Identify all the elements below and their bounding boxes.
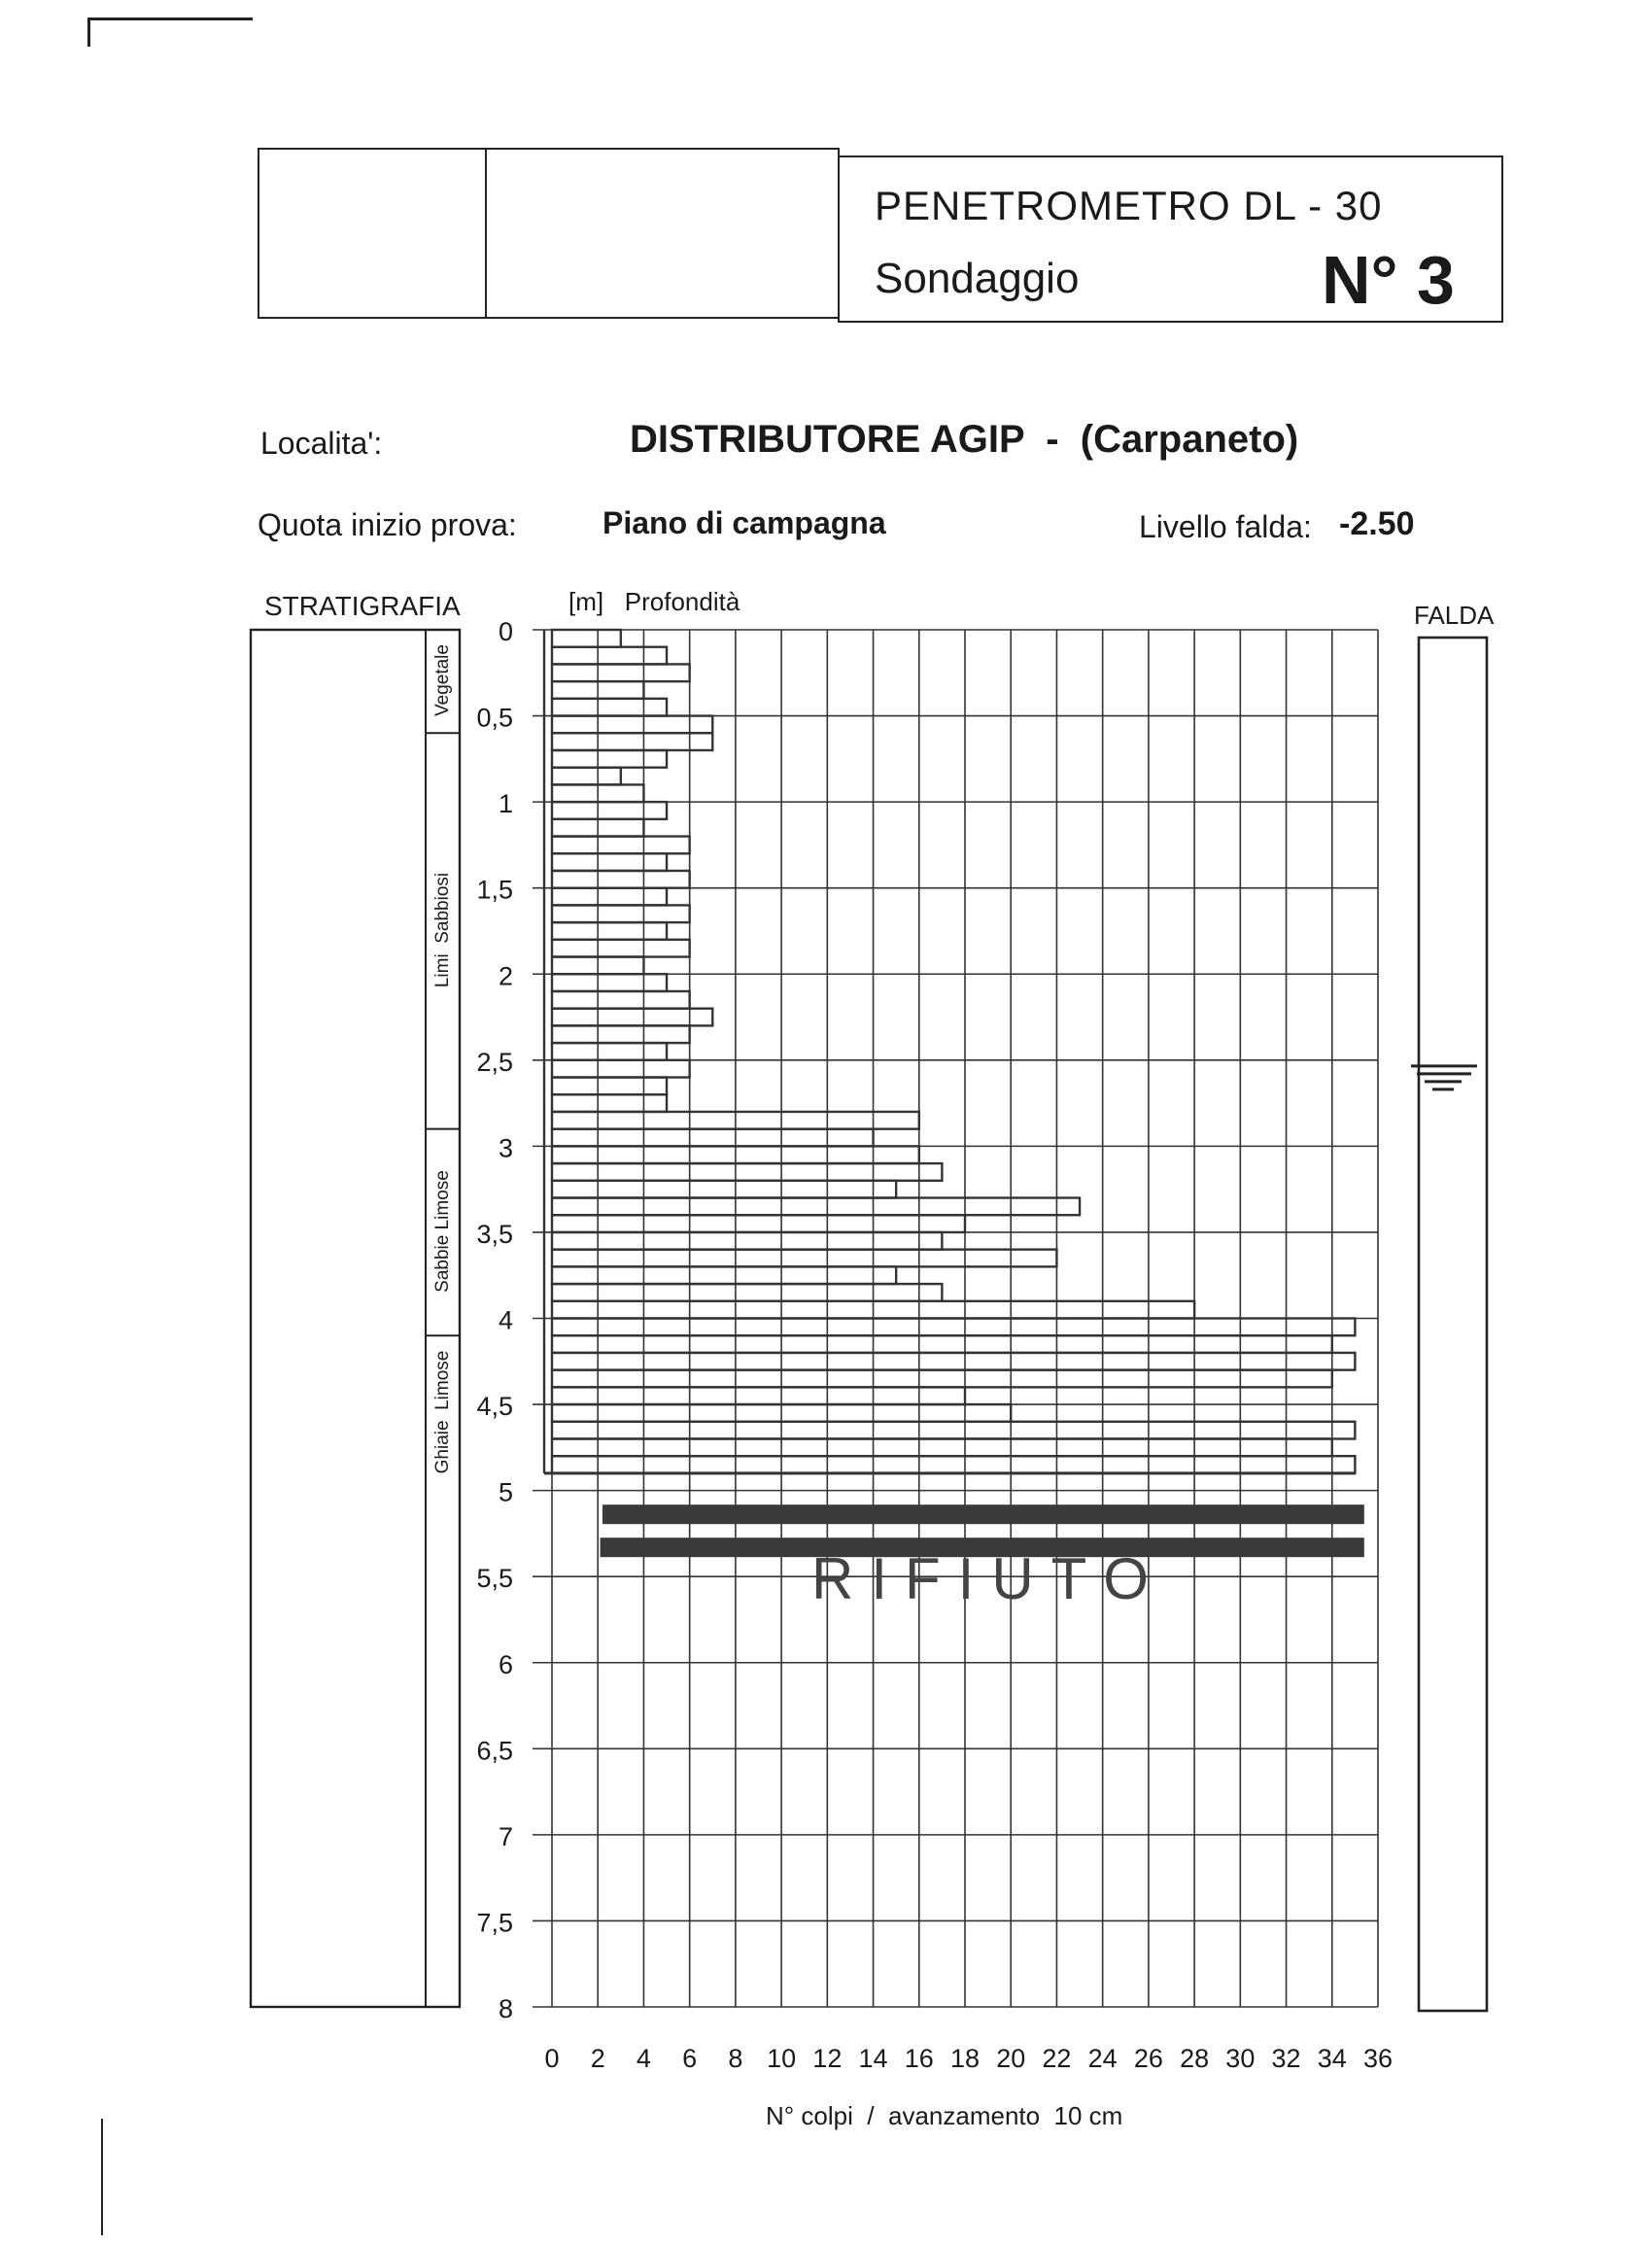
bar-1.6 (552, 905, 690, 922)
y-tick-label: 5 (498, 1477, 513, 1507)
x-tick-label: 6 (682, 2044, 698, 2073)
bar-0.7 (552, 750, 667, 768)
bar-1.4 (552, 871, 690, 888)
bar-4.7 (552, 1438, 1332, 1456)
bar-4.4 (552, 1387, 965, 1404)
header-number: N° 3 (1322, 242, 1455, 318)
bar-2.7 (552, 1094, 667, 1112)
x-tick-label: 12 (812, 2044, 843, 2073)
x-tick-label: 8 (728, 2044, 743, 2073)
x-tick-label: 16 (904, 2044, 934, 2073)
x-tick-label: 20 (996, 2044, 1026, 2073)
x-tick-label: 30 (1225, 2044, 1256, 2073)
locality-label: Localita': (260, 426, 383, 461)
y-axis-label: [m] Profondità (568, 587, 740, 616)
y-tick-label: 3,5 (476, 1219, 513, 1249)
water-label: Livello falda: (1139, 509, 1312, 544)
y-tick-label: 0 (498, 617, 513, 646)
bar-2.2 (552, 1009, 712, 1026)
bar-1.5 (552, 888, 667, 906)
refusal-label: RIFIUTO (811, 1546, 1166, 1611)
bar-1.7 (552, 922, 667, 940)
y-tick-label: 7 (498, 1821, 513, 1851)
locality-value: DISTRIBUTORE AGIP - (Carpaneto) (630, 418, 1299, 461)
x-tick-label: 34 (1317, 2044, 1347, 2073)
y-tick-label: 8 (498, 1994, 513, 2023)
falda-title: FALDA (1414, 601, 1495, 630)
y-tick-label: 6 (498, 1649, 513, 1679)
bar-0.0 (552, 630, 621, 647)
bar-3.3 (552, 1198, 1080, 1216)
start-value: Piano di campagna (602, 505, 886, 540)
bar-0.2 (552, 664, 690, 681)
bar-1.8 (552, 940, 690, 957)
bar-3.1 (552, 1163, 942, 1181)
bar-3.6 (552, 1250, 1056, 1267)
x-tick-label: 28 (1180, 2044, 1210, 2073)
bar-4.3 (552, 1370, 1332, 1388)
x-tick-label: 22 (1042, 2044, 1072, 2073)
x-tick-label: 18 (949, 2044, 981, 2073)
y-tick-label: 2,5 (476, 1047, 513, 1077)
bar-3.5 (552, 1232, 942, 1250)
y-tick-label: 7,5 (476, 1908, 513, 1938)
stratigraphy-box (251, 630, 460, 2007)
bar-0.1 (552, 647, 667, 665)
x-tick-label: 10 (767, 2044, 797, 2073)
header-title: PENETROMETRO DL - 30 (875, 183, 1383, 228)
bar-0.8 (552, 768, 621, 785)
header-subtitle: Sondaggio (875, 255, 1080, 302)
bar-3.2 (552, 1181, 896, 1198)
bar-2.0 (552, 974, 667, 991)
bar-2.3 (552, 1025, 690, 1043)
bar-2.6 (552, 1078, 667, 1095)
bar-2.4 (552, 1043, 667, 1060)
bar-1.3 (552, 853, 667, 871)
x-tick-label: 4 (636, 2044, 651, 2073)
bar-3.8 (552, 1284, 942, 1301)
y-tick-label: 3 (498, 1133, 513, 1163)
x-tick-label: 0 (544, 2044, 560, 2073)
bar-0.5 (552, 716, 712, 734)
bar-4.2 (552, 1353, 1355, 1370)
start-label: Quota inizio prova: (258, 507, 517, 542)
stratigraphy-layer-label: Vegetale (431, 644, 453, 717)
x-tick-label: 36 (1362, 2044, 1394, 2073)
stratigraphy-layer-label: Limi Sabbiosi (431, 872, 453, 988)
bar-0.6 (552, 733, 712, 750)
refusal-bar-1 (602, 1504, 1364, 1524)
y-tick-label: 1 (498, 789, 513, 819)
stratigraphy-layer-label: Ghiaie Limose (431, 1350, 453, 1474)
stratigraphy-layer-label: Sabbie Limose (431, 1170, 453, 1293)
y-tick-label: 4 (498, 1305, 513, 1335)
bar-1.2 (552, 837, 690, 854)
bar-4.6 (552, 1422, 1355, 1439)
y-tick-label: 0,5 (476, 703, 513, 733)
bar-4.8 (552, 1456, 1355, 1473)
y-tick-label: 6,5 (476, 1736, 513, 1766)
bar-3.4 (552, 1215, 965, 1232)
bar-3.7 (552, 1266, 896, 1284)
y-tick-label: 1,5 (476, 875, 513, 905)
bar-0.4 (552, 699, 667, 716)
stratigraphy-title: STRATIGRAFIA (264, 591, 461, 621)
x-tick-label: 14 (858, 2044, 888, 2073)
x-tick-label: 2 (590, 2044, 605, 2073)
y-tick-label: 2 (498, 961, 513, 991)
bar-2.5 (552, 1060, 690, 1078)
y-tick-label: 4,5 (476, 1392, 513, 1422)
bar-1.0 (552, 802, 667, 819)
x-tick-label: 32 (1271, 2044, 1301, 2073)
falda-box (1419, 638, 1487, 2011)
water-value: -2.50 (1339, 505, 1415, 542)
bar-2.9 (552, 1129, 874, 1147)
x-tick-label: 24 (1087, 2044, 1118, 2073)
bar-4.0 (552, 1319, 1355, 1336)
x-tick-label: 26 (1133, 2044, 1163, 2073)
bar-2.1 (552, 991, 690, 1009)
x-axis-label: N° colpi / avanzamento 10 cm (766, 2101, 1123, 2130)
y-tick-label: 5,5 (476, 1564, 513, 1594)
bar-4.1 (552, 1335, 1332, 1353)
